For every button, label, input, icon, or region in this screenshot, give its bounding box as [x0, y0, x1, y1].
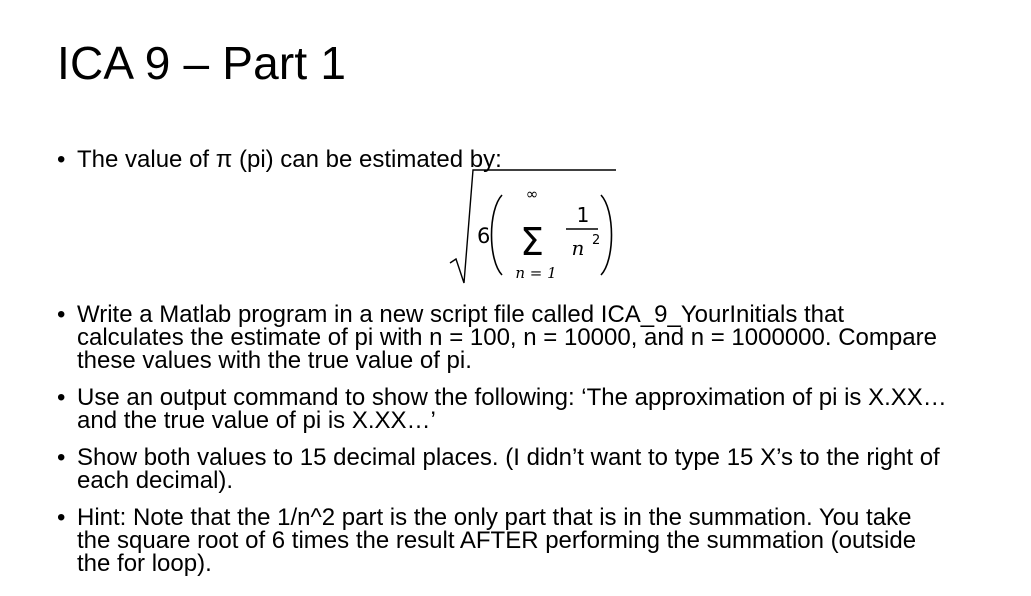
bullet-line: Hint: Note that the 1/n^2 part is the only part that is in the summation. You take [77, 504, 912, 531]
slide-title: ICA 9 – Part 1 [57, 37, 347, 89]
formula-coefficient: 6 [477, 224, 491, 248]
bullet-marker: • [57, 444, 66, 471]
formula-svg [450, 165, 620, 290]
sum-lower-limit: n = 1 [515, 264, 557, 282]
bullet-line: and the true value of pi is X.XX…’ [77, 407, 436, 434]
bullet-text [77, 446, 940, 492]
sum-upper-limit: ∞ [525, 185, 539, 203]
bullet-marker: • [57, 504, 66, 531]
bullet-text [77, 506, 916, 575]
fraction-numerator: 1 [576, 203, 590, 227]
bullet-line: each decimal). [77, 467, 234, 494]
fraction-denominator: n [571, 236, 585, 260]
bullet-line: Show both values to 15 decimal places. (I didn’t want to type 15 X’s to the right of [77, 444, 940, 471]
bullet-line: these values with the true value of pi. [77, 347, 472, 374]
bullet-line: Write a Matlab program in a new script file called ICA_9_YourInitials that [77, 301, 845, 328]
fraction-exponent: 2 [592, 233, 601, 248]
bullet-text [77, 148, 502, 171]
bullet-line: Use an output command to show the following: ‘The approximation of pi is X.XX… [77, 384, 947, 411]
formula-right-paren [601, 195, 612, 275]
formula-left-paren [492, 195, 503, 275]
bullet-line: calculates the estimate of pi with n = 100, n = 10000, and n = 1000000. Compare [77, 324, 937, 351]
bullet-line: the for loop). [77, 550, 212, 577]
bullet-text [77, 303, 937, 372]
bullet-line: the square root of 6 times the result AFTER performing the summation (outside [77, 527, 917, 554]
bullet-line: The value of π (pi) can be estimated by: [77, 146, 502, 173]
bullet-marker: • [57, 146, 66, 173]
bullet-marker: • [57, 301, 66, 328]
sum-sigma: Σ [519, 220, 545, 264]
bullet-marker: • [57, 384, 66, 411]
bullet-text [77, 386, 947, 432]
pi-formula [450, 165, 620, 290]
